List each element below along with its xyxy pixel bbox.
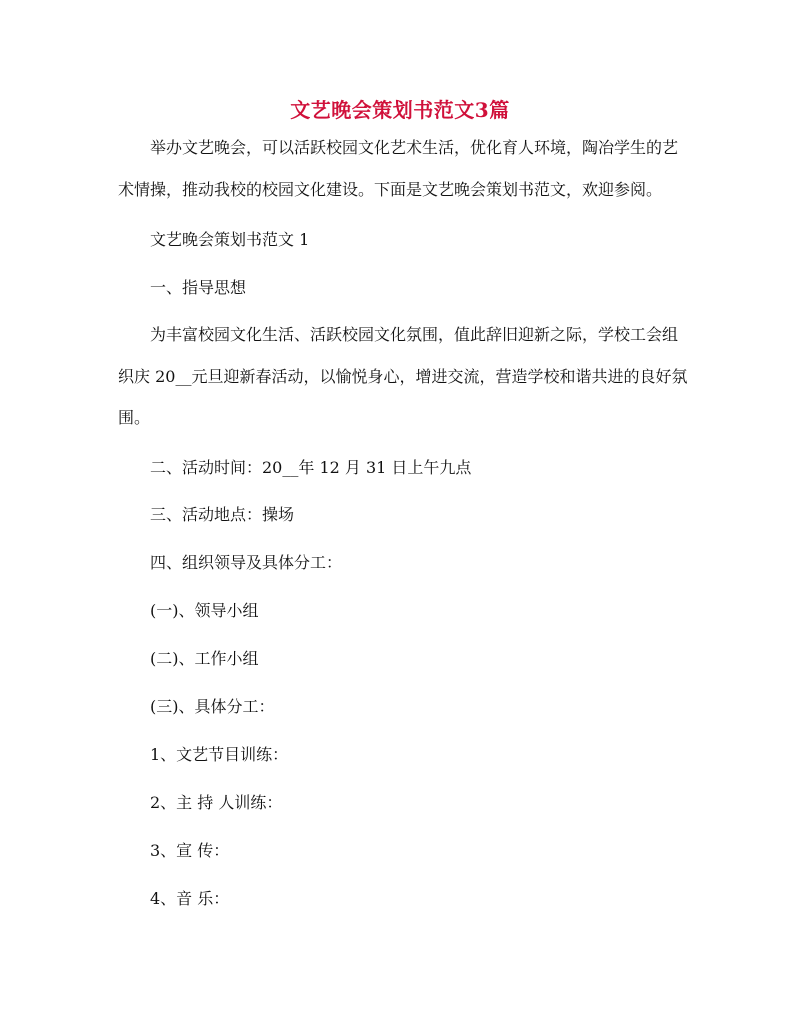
task-publicity: 3、宣 传：: [150, 841, 230, 860]
intro-line-1: 举办文艺晚会，可以活跃校园文化艺术生活，优化育人环境，陶冶学生的艺: [150, 138, 679, 157]
sub-item-division: (三)、具体分工：: [150, 697, 275, 716]
item-organization: 四、组织领导及具体分工：: [150, 553, 343, 572]
sub-item-work-group: (二)、工作小组: [150, 649, 259, 668]
item-activity-time: 二、活动时间：20__年 12 月 31 日上午九点: [150, 458, 472, 477]
task-performance-training: 1、文艺节目训练：: [150, 745, 289, 764]
heading-guiding-idea: 一、指导思想: [150, 278, 247, 297]
para-1-line-2: 织庆 20__元旦迎新春活动，以愉悦身心，增进交流，营造学校和谐共进的良好氛: [118, 367, 688, 386]
document-title: 文艺晚会策划书范文3篇: [290, 98, 510, 122]
task-music: 4、音 乐：: [150, 889, 230, 908]
sub-item-leadership: (一)、领导小组: [150, 601, 259, 620]
task-host-training: 2、主 持 人训练：: [150, 793, 283, 812]
item-activity-place: 三、活动地点：操场: [150, 505, 295, 524]
intro-line-2: 术情操，推动我校的校园文化建设。下面是文艺晚会策划书范文，欢迎参阅。: [118, 180, 663, 199]
section-heading: 文艺晚会策划书范文 1: [150, 230, 310, 249]
para-1-line-3: 围。: [118, 408, 151, 427]
para-1-line-1: 为丰富校园文化生活、活跃校园文化氛围，值此辞旧迎新之际，学校工会组: [150, 325, 679, 344]
